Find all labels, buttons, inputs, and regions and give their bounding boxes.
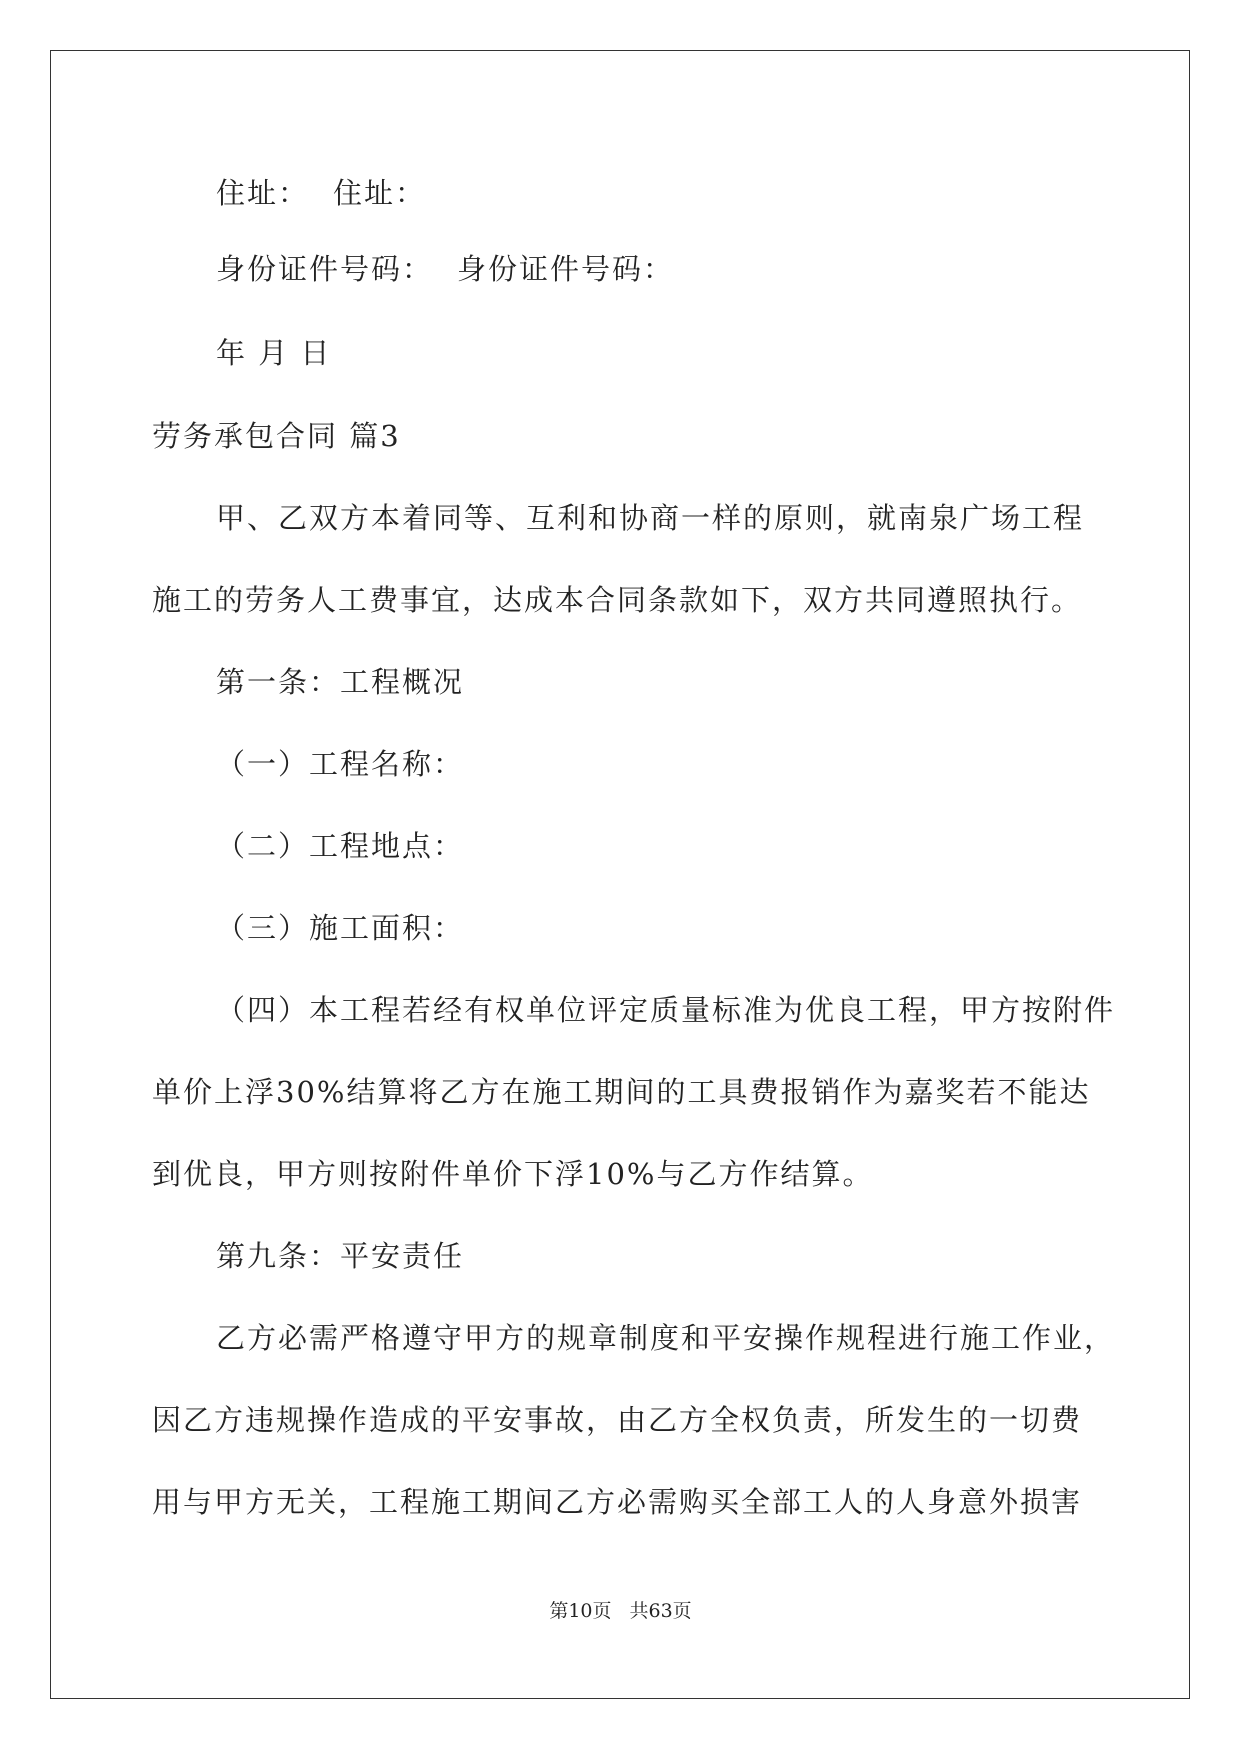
date-line: 年 月 日 xyxy=(216,336,332,370)
list-item: （二）工程地点： xyxy=(216,829,465,863)
paragraph-line: 甲、乙双方本着同等、互利和协商一样的原则，就南泉广场工程 xyxy=(216,501,1085,535)
id-number-line xyxy=(216,249,674,289)
paragraph-line: 因乙方违规操作造成的平安事故，由乙方全权负责，所发生的一切费 xyxy=(152,1403,1083,1437)
address-line xyxy=(216,173,426,213)
paragraph-line: 用与甲方无关，工程施工期间乙方必需购买全部工人的人身意外损害 xyxy=(152,1485,1083,1519)
paragraph-line: 乙方必需严格遵守甲方的规章制度和平安操作规程进行施工作业， xyxy=(216,1321,1116,1355)
paragraph-line: 到优良，甲方则按附件单价下浮10%与乙方作结算。 xyxy=(152,1157,874,1191)
list-item: （一）工程名称： xyxy=(216,747,465,781)
page-number: 第10页 xyxy=(549,1600,612,1622)
paragraph-line: 施工的劳务人工费事宜，达成本合同条款如下，双方共同遵照执行。 xyxy=(152,583,1083,617)
party-b-address-label: 住址： xyxy=(333,176,427,210)
article-heading: 第一条：工程概况 xyxy=(216,665,465,699)
page-border xyxy=(50,50,1190,1699)
party-a-address-label: 住址： xyxy=(216,176,310,210)
paragraph-line: 单价上浮30%结算将乙方在施工期间的工具费报销作为嘉奖若不能达 xyxy=(152,1075,1091,1109)
article-heading: 第九条：平安责任 xyxy=(216,1239,465,1273)
party-b-id-label: 身份证件号码： xyxy=(457,252,675,286)
party-a-id-label: 身份证件号码： xyxy=(216,252,434,286)
total-pages: 共63页 xyxy=(629,1600,692,1622)
list-item: （三）施工面积： xyxy=(216,911,465,945)
section-heading: 劳务承包合同 篇3 xyxy=(152,419,401,453)
paragraph-line: （四）本工程若经有权单位评定质量标准为优良工程，甲方按附件 xyxy=(216,993,1116,1027)
page-footer xyxy=(0,1597,1241,1625)
